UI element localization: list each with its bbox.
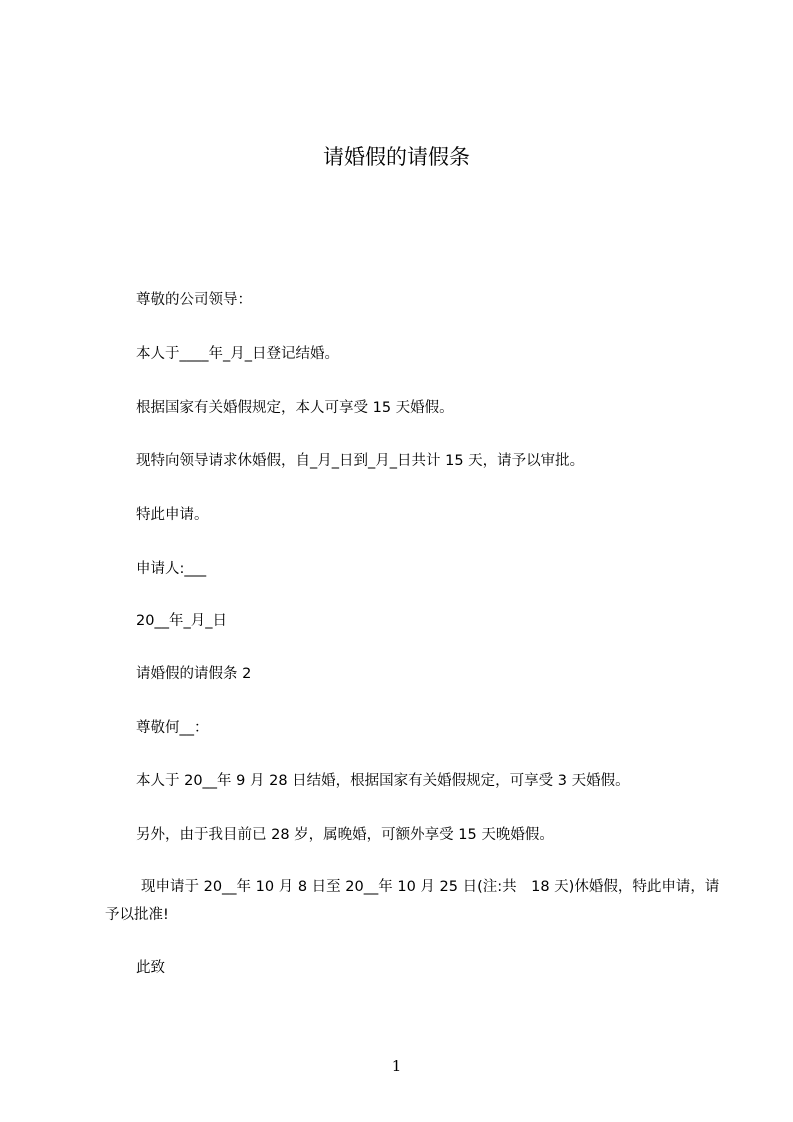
paragraph-leave-application-2: 现申请于 20__年 10 月 8 日至 20__年 10 月 25 日(注:共 18 天)休婚假，特此申请，请予以批准! xyxy=(105,879,720,923)
applicant-line: 申请人:___ xyxy=(136,561,207,577)
closing-regards: 此致 xyxy=(136,960,165,976)
section-heading-2: 请婚假的请假条 2 xyxy=(136,666,252,682)
salutation-2: 尊敬何__： xyxy=(136,720,209,736)
paragraph-leave-entitlement: 根据国家有关婚假规定，本人可享受 15 天婚假。 xyxy=(136,400,454,416)
salutation: 尊敬的公司领导： xyxy=(136,292,252,308)
page-number: 1 xyxy=(391,1057,402,1075)
paragraph-late-marriage-leave: 另外，由于我目前已 28 岁，属晚婚，可额外享受 15 天晚婚假。 xyxy=(136,827,554,843)
paragraph-marriage-info-2: 本人于 20__年 9 月 28 日结婚，根据国家有关婚假规定，可享受 3 天婚假。 xyxy=(136,773,630,789)
date-line: 20__年_月_日 xyxy=(136,613,227,629)
paragraph-leave-request: 现特向领导请求休婚假，自_月_日到_月_日共计 15 天，请予以审批。 xyxy=(136,453,585,469)
document-title: 请婚假的请假条 xyxy=(323,145,470,169)
paragraph-closing: 特此申请。 xyxy=(136,507,209,523)
paragraph-marriage-date: 本人于____年_月_日登记结婚。 xyxy=(136,346,339,362)
